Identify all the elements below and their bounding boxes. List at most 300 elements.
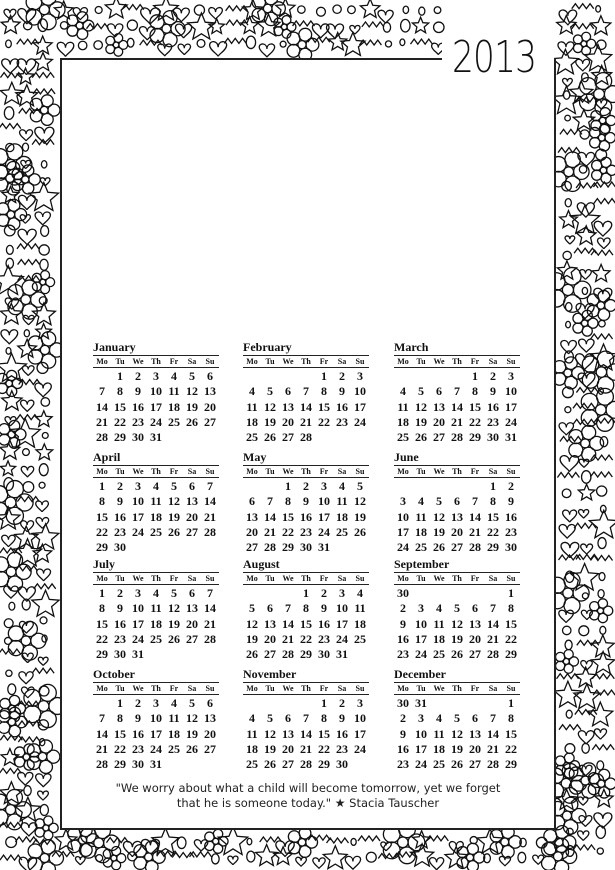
weekday-label: Sa (187, 684, 197, 693)
day-cell (333, 429, 351, 444)
weekday-label: Fr (319, 357, 329, 366)
day-cell: 3 (418, 711, 424, 726)
day-cell: 14 (96, 726, 108, 741)
day-cell: 23 (397, 757, 409, 772)
month-name: April (93, 450, 121, 464)
day-cell: 27 (433, 430, 445, 445)
day-cell: 27 (186, 631, 198, 646)
weekday-label: Tu (265, 357, 275, 366)
day-cell: 30 (132, 430, 144, 445)
month-name: November (243, 667, 297, 681)
day-cell: 15 (505, 726, 517, 741)
weekday-label: Mo (96, 574, 108, 583)
day-cell (201, 539, 219, 554)
day-cell: 8 (321, 384, 327, 399)
week-row (394, 399, 520, 414)
weekday-label: Mo (96, 467, 108, 476)
day-cell: 13 (451, 509, 463, 524)
day-cell: 19 (433, 524, 445, 539)
day-cell: 15 (487, 509, 499, 524)
day-cell: 21 (487, 741, 499, 756)
week-row (93, 600, 219, 615)
day-cell: 31 (336, 647, 348, 662)
day-cell: 31 (150, 757, 162, 772)
month-name: February (243, 340, 292, 354)
day-cell: 6 (267, 601, 273, 616)
day-cell: 23 (505, 524, 517, 539)
weekday-label: Su (355, 467, 365, 476)
day-cell: 16 (114, 509, 126, 524)
day-cell: 29 (505, 757, 517, 772)
week-row (243, 710, 369, 725)
day-cell: 11 (336, 494, 348, 509)
day-cell: 28 (300, 430, 312, 445)
day-cell: 18 (415, 524, 427, 539)
day-cell: 19 (186, 726, 198, 741)
day-cell: 15 (318, 399, 330, 414)
day-cell: 10 (150, 384, 162, 399)
day-cell: 8 (117, 384, 123, 399)
day-cell: 7 (99, 384, 105, 399)
week-row (394, 756, 520, 771)
day-cell (183, 756, 201, 771)
month-name: May (243, 450, 267, 464)
day-cell (165, 539, 183, 554)
day-cell: 5 (249, 601, 255, 616)
day-cell: 2 (117, 586, 123, 600)
day-cell: 22 (487, 524, 499, 539)
day-cell: 21 (264, 524, 276, 539)
weekday-label: Th (151, 684, 161, 693)
day-cell (279, 585, 297, 600)
day-cell: 19 (264, 414, 276, 429)
weekday-label: Sa (187, 467, 197, 476)
day-cell: 9 (339, 384, 345, 399)
weekday-label: Fr (169, 684, 179, 693)
day-cell: 2 (339, 696, 345, 710)
day-cell: 26 (433, 540, 445, 555)
day-cell: 23 (397, 647, 409, 662)
day-cell: 14 (204, 494, 216, 509)
day-cell: 10 (132, 494, 144, 509)
weekday-label: Sa (337, 684, 347, 693)
day-cell: 28 (451, 430, 463, 445)
day-cell: 11 (397, 399, 409, 414)
day-cell: 24 (150, 741, 162, 756)
day-cell: 25 (150, 524, 162, 539)
day-cell: 9 (117, 601, 123, 616)
day-cell: 17 (397, 524, 409, 539)
weekday-label: Fr (470, 357, 480, 366)
month-november (243, 667, 369, 771)
day-cell: 12 (451, 726, 463, 741)
day-cell (201, 646, 219, 661)
day-cell: 17 (415, 631, 427, 646)
day-cell: 13 (433, 399, 445, 414)
weekday-label: Sa (488, 684, 498, 693)
day-cell: 2 (117, 479, 123, 493)
weekday-header (394, 465, 520, 478)
week-row (394, 429, 520, 444)
week-row (243, 493, 369, 508)
day-cell: 5 (454, 601, 460, 616)
week-row (394, 368, 520, 383)
day-cell: 1 (117, 369, 123, 383)
weekday-header (93, 572, 219, 585)
day-cell (261, 478, 279, 493)
day-cell: 22 (469, 414, 481, 429)
day-cell: 21 (96, 741, 108, 756)
week-row (93, 509, 219, 524)
day-cell: 23 (336, 741, 348, 756)
day-cell: 11 (354, 601, 366, 616)
day-cell: 7 (99, 711, 105, 726)
day-cell: 10 (397, 509, 409, 524)
weekday-label: Mo (246, 684, 258, 693)
day-cell: 3 (418, 601, 424, 616)
quote-author: Stacia Tauscher (349, 796, 440, 810)
day-cell: 4 (153, 586, 159, 600)
day-cell: 16 (132, 399, 144, 414)
weekday-label: Tu (416, 467, 426, 476)
weekday-label: Su (506, 574, 516, 583)
day-cell: 26 (168, 524, 180, 539)
day-cell: 1 (472, 369, 478, 383)
day-cell: 25 (433, 757, 445, 772)
day-cell: 12 (168, 601, 180, 616)
week-row (243, 509, 369, 524)
week-row (243, 414, 369, 429)
day-cell: 25 (354, 631, 366, 646)
day-cell: 6 (249, 494, 255, 509)
day-cell: 22 (96, 631, 108, 646)
day-cell: 8 (490, 494, 496, 509)
weekday-header (93, 465, 219, 478)
day-cell: 28 (469, 540, 481, 555)
day-cell: 30 (300, 540, 312, 555)
month-name: March (394, 340, 429, 354)
day-cell: 3 (508, 369, 514, 383)
day-cell: 2 (303, 479, 309, 493)
day-cell: 24 (505, 414, 517, 429)
day-cell: 22 (282, 524, 294, 539)
week-row (394, 493, 520, 508)
day-cell: 19 (168, 509, 180, 524)
day-cell (351, 756, 369, 771)
day-cell: 27 (246, 540, 258, 555)
day-cell: 22 (318, 741, 330, 756)
day-cell: 11 (168, 711, 180, 726)
day-cell (165, 646, 183, 661)
week-row (394, 539, 520, 554)
day-cell: 11 (433, 616, 445, 631)
day-cell: 31 (150, 430, 162, 445)
month-march (394, 340, 520, 444)
week-row (93, 726, 219, 741)
week-row (93, 539, 219, 554)
weekday-label: Su (205, 467, 215, 476)
weekday-label: Tu (416, 684, 426, 693)
weekday-label: Mo (397, 684, 409, 693)
week-row (93, 585, 219, 600)
day-cell: 4 (249, 384, 255, 399)
day-cell (243, 368, 261, 383)
weekday-label: Fr (470, 684, 480, 693)
day-cell: 18 (246, 414, 258, 429)
year-title: 2013 (452, 32, 537, 83)
weekday-label: Tu (115, 467, 125, 476)
quote (70, 781, 546, 811)
day-cell: 2 (135, 696, 141, 710)
day-cell: 24 (318, 524, 330, 539)
day-cell: 20 (433, 414, 445, 429)
day-cell: 14 (469, 509, 481, 524)
day-cell: 21 (204, 509, 216, 524)
day-cell: 29 (318, 757, 330, 772)
day-cell: 1 (99, 586, 105, 600)
weekday-label: Th (452, 467, 462, 476)
day-cell: 2 (490, 369, 496, 383)
week-row (243, 741, 369, 756)
day-cell: 28 (282, 647, 294, 662)
day-cell: 22 (505, 741, 517, 756)
day-cell: 14 (451, 399, 463, 414)
day-cell: 2 (135, 369, 141, 383)
day-cell: 21 (487, 631, 499, 646)
day-cell: 17 (505, 399, 517, 414)
weekday-label: Th (452, 684, 462, 693)
weekday-label: Fr (319, 684, 329, 693)
week-row (243, 429, 369, 444)
day-cell: 12 (264, 399, 276, 414)
day-cell: 10 (415, 616, 427, 631)
weekday-label: Th (151, 574, 161, 583)
day-cell: 25 (336, 524, 348, 539)
day-cell: 6 (285, 384, 291, 399)
day-cell (243, 695, 261, 710)
weekday-label: Fr (169, 467, 179, 476)
week-row (394, 631, 520, 646)
day-cell: 25 (246, 430, 258, 445)
day-cell: 28 (300, 757, 312, 772)
day-cell: 17 (336, 616, 348, 631)
day-cell: 19 (186, 399, 198, 414)
weekday-label: Sa (337, 357, 347, 366)
week-row (394, 509, 520, 524)
week-row (243, 631, 369, 646)
day-cell: 20 (469, 631, 481, 646)
day-cell: 3 (321, 479, 327, 493)
day-cell (93, 695, 111, 710)
day-cell (484, 585, 502, 600)
day-cell: 26 (186, 741, 198, 756)
day-cell: 19 (415, 414, 427, 429)
day-cell: 9 (339, 711, 345, 726)
day-cell: 14 (204, 601, 216, 616)
weekday-label: Tu (265, 467, 275, 476)
day-cell: 4 (171, 369, 177, 383)
weekday-label: We (282, 574, 294, 583)
quote-line-1: "We worry about what a child will become tomorrow, yet we forget (115, 781, 501, 795)
day-cell: 4 (339, 479, 345, 493)
day-cell: 10 (132, 601, 144, 616)
day-cell: 30 (132, 757, 144, 772)
week-row (394, 695, 520, 710)
day-cell: 9 (135, 711, 141, 726)
day-cell (430, 368, 448, 383)
day-cell: 20 (451, 524, 463, 539)
week-row (394, 710, 520, 725)
weekday-label: We (282, 684, 294, 693)
week-row (93, 524, 219, 539)
day-cell (466, 478, 484, 493)
day-cell: 26 (354, 524, 366, 539)
day-cell: 24 (336, 631, 348, 646)
day-cell: 8 (285, 494, 291, 509)
day-cell: 11 (246, 726, 258, 741)
week-row (243, 368, 369, 383)
month-name: October (93, 667, 135, 681)
day-cell: 26 (168, 631, 180, 646)
month-september (394, 557, 520, 661)
weekday-label: Mo (96, 357, 108, 366)
weekday-label: We (433, 574, 445, 583)
day-cell: 24 (150, 414, 162, 429)
day-cell: 19 (168, 616, 180, 631)
weekday-label: We (132, 574, 144, 583)
day-cell (165, 756, 183, 771)
week-row (93, 429, 219, 444)
week-row (394, 616, 520, 631)
day-cell: 28 (264, 540, 276, 555)
day-cell: 15 (114, 726, 126, 741)
day-cell (297, 695, 315, 710)
day-cell (466, 695, 484, 710)
day-cell (430, 478, 448, 493)
day-cell: 5 (267, 711, 273, 726)
day-cell: 3 (153, 696, 159, 710)
day-cell: 23 (300, 524, 312, 539)
day-cell: 21 (282, 631, 294, 646)
day-cell: 9 (303, 494, 309, 509)
weekday-label: Sa (337, 467, 347, 476)
day-cell: 16 (114, 616, 126, 631)
weekday-label: Tu (265, 684, 275, 693)
day-cell: 4 (436, 711, 442, 726)
day-cell: 7 (207, 479, 213, 493)
day-cell: 17 (132, 509, 144, 524)
weekday-label: Tu (115, 574, 125, 583)
day-cell: 21 (469, 524, 481, 539)
day-cell: 28 (96, 757, 108, 772)
day-cell: 15 (282, 509, 294, 524)
weekday-label: Fr (470, 467, 480, 476)
day-cell (261, 368, 279, 383)
day-cell: 25 (168, 741, 180, 756)
day-cell: 31 (415, 696, 427, 710)
week-row (243, 478, 369, 493)
day-cell: 8 (472, 384, 478, 399)
day-cell: 27 (451, 540, 463, 555)
day-cell: 30 (336, 757, 348, 772)
day-cell (183, 429, 201, 444)
day-cell: 5 (454, 711, 460, 726)
weekday-label: Sa (187, 574, 197, 583)
day-cell: 13 (469, 726, 481, 741)
day-cell: 25 (246, 757, 258, 772)
day-cell: 30 (114, 647, 126, 662)
day-cell: 26 (451, 757, 463, 772)
day-cell: 15 (300, 616, 312, 631)
weekday-label: Sa (488, 574, 498, 583)
week-row (243, 399, 369, 414)
weekday-header (243, 682, 369, 695)
day-cell: 13 (186, 601, 198, 616)
day-cell: 10 (505, 384, 517, 399)
day-cell: 13 (246, 509, 258, 524)
weekday-label: Mo (397, 574, 409, 583)
day-cell (448, 368, 466, 383)
week-row (93, 710, 219, 725)
day-cell: 16 (318, 616, 330, 631)
day-cell: 6 (472, 601, 478, 616)
day-cell: 22 (114, 414, 126, 429)
day-cell: 19 (354, 509, 366, 524)
day-cell: 9 (117, 494, 123, 509)
day-cell: 9 (490, 384, 496, 399)
day-cell: 8 (321, 711, 327, 726)
day-cell: 1 (117, 696, 123, 710)
day-cell (147, 539, 165, 554)
day-cell: 5 (436, 494, 442, 509)
weekday-label: Su (205, 357, 215, 366)
day-cell (279, 368, 297, 383)
day-cell (448, 695, 466, 710)
day-cell: 2 (339, 369, 345, 383)
day-cell: 29 (114, 757, 126, 772)
day-cell: 18 (354, 616, 366, 631)
day-cell: 1 (490, 479, 496, 493)
week-row (93, 478, 219, 493)
day-cell: 5 (189, 369, 195, 383)
day-cell (448, 478, 466, 493)
day-cell: 21 (300, 414, 312, 429)
month-july (93, 557, 219, 661)
day-cell: 13 (282, 399, 294, 414)
day-cell: 7 (303, 384, 309, 399)
day-cell: 10 (318, 494, 330, 509)
week-row (394, 741, 520, 756)
day-cell: 27 (264, 647, 276, 662)
day-cell: 31 (318, 540, 330, 555)
week-row (93, 695, 219, 710)
day-cell: 6 (207, 369, 213, 383)
day-cell (183, 539, 201, 554)
day-cell: 27 (282, 430, 294, 445)
day-cell (261, 695, 279, 710)
day-cell: 16 (397, 741, 409, 756)
day-cell: 21 (204, 616, 216, 631)
week-row (394, 585, 520, 600)
day-cell: 24 (415, 647, 427, 662)
day-cell (430, 695, 448, 710)
day-cell: 17 (132, 616, 144, 631)
day-cell: 28 (96, 430, 108, 445)
weekday-label: Fr (169, 574, 179, 583)
month-december (394, 667, 520, 771)
day-cell: 11 (415, 509, 427, 524)
day-cell: 20 (204, 399, 216, 414)
